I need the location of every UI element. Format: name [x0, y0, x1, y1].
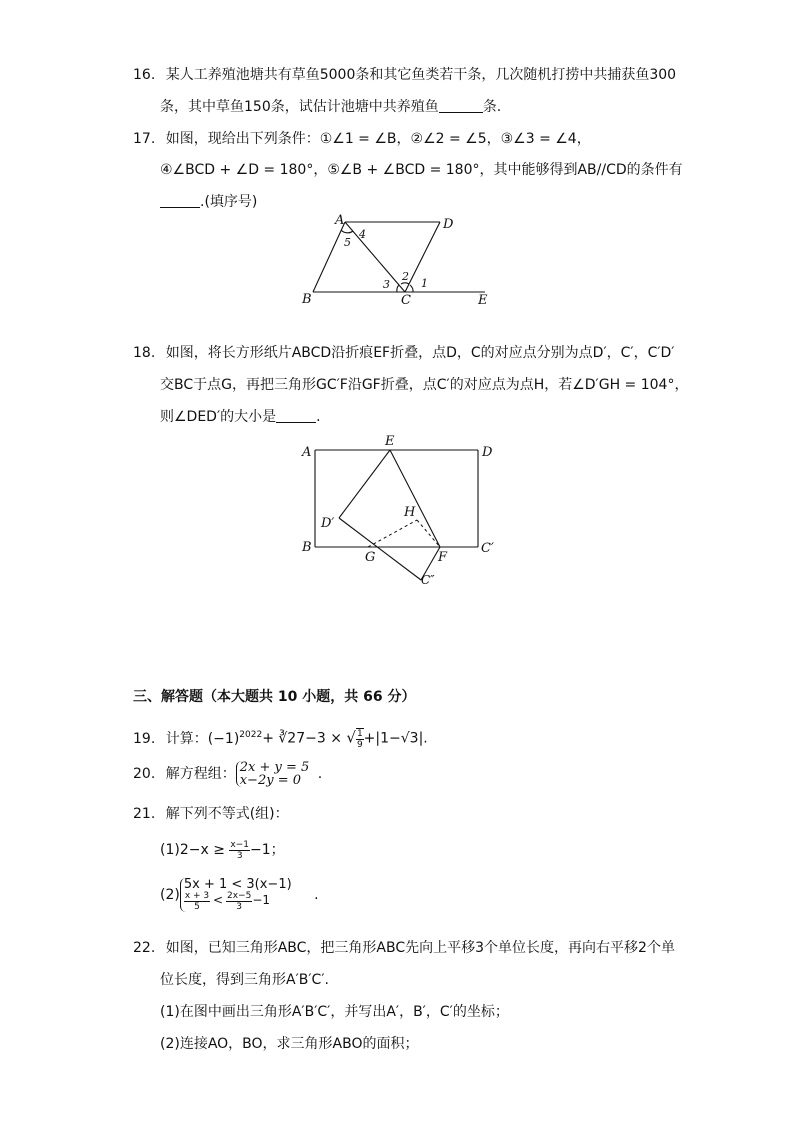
q17-angle-arc-2 — [401, 283, 409, 284]
q17-answer-blank — [160, 193, 200, 208]
q18-label-B: B — [302, 540, 312, 555]
q19-frac-numerator: 1 — [356, 728, 363, 739]
q17-number: 17. — [133, 131, 156, 147]
q17-angle-arc-3 — [397, 285, 399, 292]
q17-line-AB — [313, 222, 345, 292]
q22-line2 — [160, 971, 329, 989]
q16-line2 — [160, 98, 501, 116]
q17-line-AC — [345, 222, 405, 292]
q18-line-DpCp — [339, 518, 421, 580]
q18-answer-blank — [276, 408, 316, 423]
q22-text-4: (2)连接AO，BO，求三角形ABO的面积； — [160, 1036, 419, 1052]
q18-line1 — [133, 344, 675, 362]
q16-line1 — [133, 66, 676, 84]
q18-label-Cprime: C″ — [421, 573, 435, 587]
q17-figure — [295, 210, 495, 310]
q21-number: 21. — [133, 806, 156, 822]
q18-number: 18. — [133, 345, 156, 361]
section-3-heading: 三、解答题（本大题共 10 小题，共 66 分） — [133, 689, 416, 705]
q18-line-ED — [339, 450, 390, 518]
q20-tail: . — [317, 766, 323, 782]
q17-label-4: 4 — [359, 228, 366, 241]
q22-text-1: 如图，已知三角形ABC，把三角形ABC先向上平移3个单位长度，再向右平移2个单 — [165, 940, 675, 956]
q22-line1 — [133, 939, 675, 957]
q17-label-A: A — [335, 213, 345, 228]
q18-text-1: 如图，将长方形纸片ABCD沿折痕EF折叠，点D，C的对应点分别为点D′，C′，C′D′ — [165, 345, 675, 361]
q18-line2 — [160, 376, 688, 394]
q21-p2-f1-denominator: 5 — [194, 902, 200, 912]
q17-line2 — [160, 161, 683, 179]
q21-p1-tail: −1； — [249, 842, 285, 858]
q18-dash-GH — [368, 520, 417, 547]
q18-label-H: H — [404, 505, 416, 520]
q17-angle-arc-1 — [410, 285, 413, 292]
q18-line-EF — [390, 450, 440, 547]
q17-label-C: C — [401, 293, 411, 308]
q18-label-Dprime: D′ — [321, 516, 335, 531]
q17-line1 — [133, 130, 591, 148]
q17-label-3: 3 — [383, 278, 390, 291]
q20-line — [133, 760, 322, 788]
q17-label-5: 5 — [344, 236, 351, 249]
q20-number: 20. — [133, 766, 156, 782]
q21-p1-prefix: (1)2−x ≥ — [160, 842, 225, 858]
q17-line3 — [160, 193, 257, 211]
q21-title: 解下列不等式(组)： — [165, 806, 289, 822]
q17-label-D: D — [443, 217, 454, 232]
q21-p2-end: . — [314, 887, 319, 903]
q22-number: 22. — [133, 940, 156, 956]
q20-equation-2: x−2y = 0 — [239, 773, 301, 788]
q19-number: 19. — [133, 730, 156, 747]
q21-p1-frac-denominator: 3 — [236, 850, 243, 861]
q17-angle-arc-A — [341, 230, 353, 233]
q21-part1 — [160, 838, 285, 862]
q16-text-2a: 条，其中草鱼150条，试估计池塘中共养殖鱼 — [160, 99, 439, 115]
q18-label-E: E — [385, 434, 395, 449]
q20-equation-1: 2x + y = 5 — [239, 760, 310, 775]
q21-p2-ineq-1: 5x + 1 < 3(x−1) — [183, 877, 292, 892]
q17-text-1: 如图，现给出下列条件：①∠1 = ∠B，②∠2 = ∠5，③∠3 = ∠4， — [165, 131, 591, 147]
q18-label-D: D — [482, 445, 493, 460]
q18-label-G: G — [365, 550, 376, 565]
q16-text-2b: 条. — [482, 99, 502, 115]
q18-label-F: F — [438, 550, 448, 565]
q18-figure — [295, 432, 505, 592]
q17-text-2: ④∠BCD + ∠D = 180°，⑤∠B + ∠BCD = 180°，其中能够得到AB//CD的条件有 — [160, 162, 683, 178]
q21-p2-f2-denominator: 3 — [236, 902, 243, 912]
q22-text-3: (1)在图中画出三角形A′B′C′，并写出A′，B′，C′的坐标； — [160, 1004, 509, 1020]
q19-exponent: 2022 — [239, 730, 263, 740]
q18-text-3b: . — [316, 409, 321, 425]
q18-text-3a: 则∠DED′的大小是 — [160, 409, 277, 425]
q16-number: 16. — [133, 67, 156, 83]
q19-frac-denominator: 9 — [356, 739, 363, 750]
q17-label-B: B — [302, 292, 312, 307]
q16-answer-blank — [439, 98, 483, 113]
q21-p2-prefix: (2) — [160, 887, 180, 903]
q21-p2-f2-numerator: 2x−5 — [226, 891, 252, 901]
q21-line — [133, 805, 289, 823]
q17-label-2: 2 — [402, 270, 409, 283]
q18-text-2: 交BC于点G，再把三角形GC′F沿GF折叠，点C′的对应点为点H，若∠D′GH = 104°， — [160, 377, 689, 393]
q21-p2-f1-numerator: x + 3 — [184, 891, 210, 901]
q22-line3 — [160, 1003, 509, 1021]
q21-p2-ineq-2 — [184, 891, 292, 912]
q21-p1-frac-numerator: x−1 — [230, 839, 249, 850]
q19-prefix: 计算：(−1) — [165, 730, 240, 747]
q22-line4 — [160, 1035, 419, 1053]
q22-text-2: 位长度，得到三角形A′B′C′. — [160, 972, 329, 988]
q17-label-1: 1 — [421, 277, 428, 290]
q19-mid: + ∛27−3 × — [262, 730, 342, 747]
q21-p2-system — [180, 878, 292, 912]
q21-p2-lt: < — [213, 893, 224, 907]
q17-label-E: E — [478, 293, 488, 308]
q18-line3 — [160, 408, 321, 426]
q16-text-1: 某人工养殖池塘共有草鱼5000条和其它鱼类若干条，几次随机打捞中共捕获鱼300 — [165, 67, 677, 83]
q20-prefix: 解方程组： — [165, 766, 236, 782]
q17-text-3: .(填序号) — [200, 194, 258, 210]
q18-label-A: A — [302, 445, 312, 460]
q21-part2 — [160, 876, 319, 914]
q21-p2-tail: −1 — [252, 893, 271, 907]
q19-line: 19. 计算：$(-1)^{2022}+$ ∛27−3 × √ $\frac{1}{9}$ +|1−√3|. — [133, 728, 428, 750]
q18-label-C: C′ — [481, 541, 494, 556]
q20-system — [236, 761, 310, 787]
q19-tail: +|1−√3|. — [363, 730, 428, 747]
